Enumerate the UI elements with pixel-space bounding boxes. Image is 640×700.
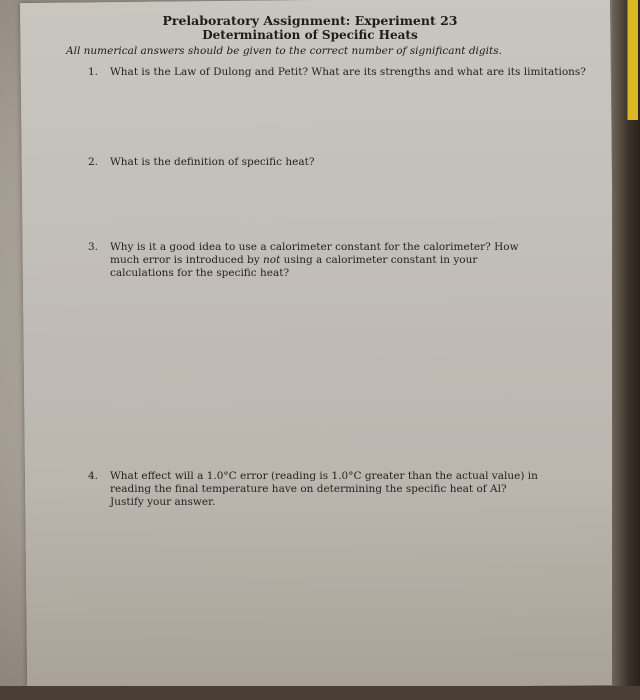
yellow-tab	[627, 0, 638, 120]
question-text-part: Why is it a good idea to use a calorimeter constant for the calorimeter? How much error is introduced by	[110, 241, 519, 266]
document-subtitle: Determination of Specific Heats	[202, 28, 418, 42]
question-number: 3.	[88, 241, 99, 253]
question-text: What is the definition of specific heat?	[110, 156, 315, 168]
worksheet-paper	[20, 0, 617, 691]
question-text: What is the Law of Dulong and Petit? What are its strengths and what are its limitations?	[110, 66, 586, 78]
table-edge	[0, 686, 640, 700]
question-text-emphasis: not	[263, 254, 281, 266]
question-number: 2.	[88, 156, 99, 168]
question-text	[110, 241, 540, 280]
instructions-note: All numerical answers should be given to the correct number of significant digits.	[66, 45, 502, 57]
question-number: 4.	[88, 470, 99, 482]
question-number: 1.	[88, 66, 99, 78]
document-header	[60, 14, 560, 42]
question-text-part: using a calorimeter constant in your calculations for the specific heat?	[110, 254, 478, 279]
question-text: What effect will a 1.0°C error (reading is 1.0°C greater than the actual value) in reading the final temperature have on determining the specific heat of Al? Justify your answer.	[110, 470, 538, 508]
document-title: Prelaboratory Assignment: Experiment 23	[162, 13, 458, 28]
